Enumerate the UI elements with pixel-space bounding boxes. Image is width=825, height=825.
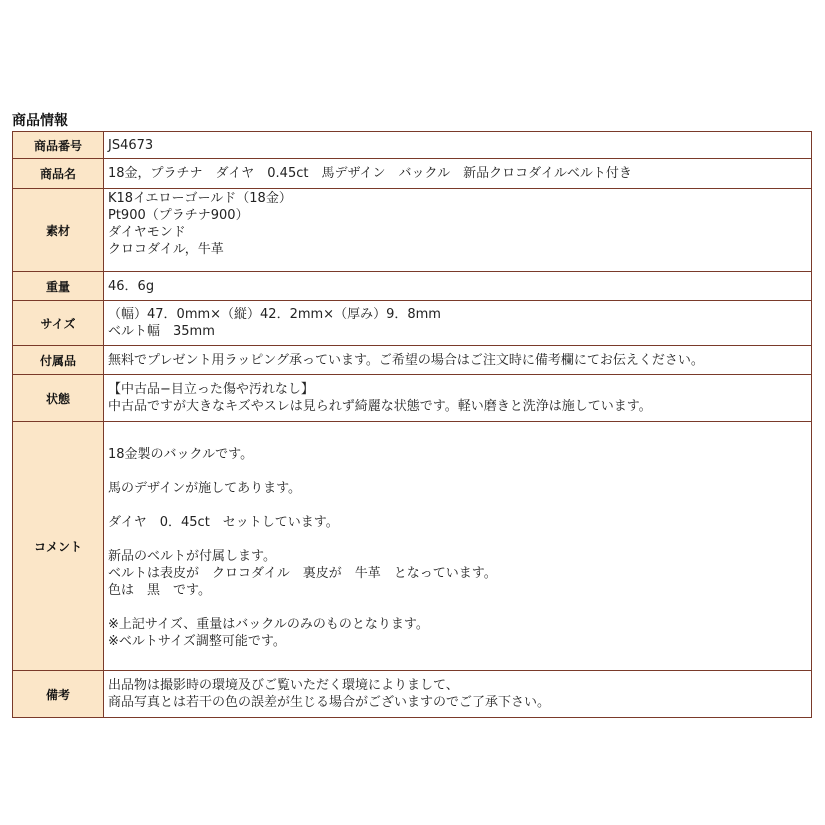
table-row [13,671,812,718]
size-line: （幅）47．0mm×（縦）42．2mm×（厚み）9．8mm [108,307,441,322]
notes-line: 商品写真とは若干の色の誤差が生じる場合がございますのでご了承下さい。 [108,695,551,710]
size-value [104,301,812,346]
weight-value [104,272,812,301]
row-label-weight: 重量 [13,272,104,301]
notes-line: 出品物は撮影時の環境及びご覧いただく環境によりまして、 [108,678,459,693]
table-row [13,422,812,671]
condition-line: 【中古品−目立った傷や汚れなし】 [108,382,314,397]
row-label-product-name: 商品名 [13,159,104,189]
size-line: ベルト幅 35mm [108,324,215,339]
condition-line: 中古品ですが大きなキズやスレは見られず綺麗な状態です。軽い磨きと洗浄は施しています。 [108,399,652,414]
section-title: 商品情報 [12,113,68,129]
table-row [13,346,812,375]
comment-line: ※ベルトサイズ調整可能です。 [108,634,286,649]
comment-line: ダイヤ 0．45ct セットしています。 [108,515,339,530]
material-value [104,189,812,272]
material-line: K18イエローゴールド（18金） [108,191,292,206]
row-label-size: サイズ [13,301,104,346]
product-info-table [12,131,812,718]
row-label-notes: 備考 [13,671,104,718]
comment-line: 18金製のバックルです。 [108,447,254,462]
table-row [13,189,812,272]
accessories-value [104,346,812,375]
comment-line: ベルトは表皮が クロコダイル 裏皮が 牛革 となっています。 [108,566,497,581]
product-number-text: JS4673 [108,137,154,153]
material-line: クロコダイル，牛革 [108,242,224,257]
product-name-text: 18金，プラチナ ダイヤ 0.45ct 馬デザイン バックル 新品クロコダイルベルト付き [108,166,632,181]
table-row [13,132,812,159]
row-label-product-number: 商品番号 [13,132,104,159]
product-name-value [104,159,812,189]
table-row [13,159,812,189]
product-number-value [104,132,812,159]
weight-text: 46．6g [108,278,155,294]
accessories-text: 無料でプレゼント用ラッピング承っています。ご希望の場合はご注文時に備考欄にてお伝えください。 [108,352,704,368]
row-label-material: 素材 [13,189,104,272]
comment-line: 色は 黒 です。 [108,583,211,598]
condition-value [104,375,812,422]
table-row [13,272,812,301]
table-row [13,375,812,422]
comment-line: 新品のベルトが付属します。 [108,549,276,564]
material-line: ダイヤモンド [108,225,186,240]
comment-value [104,422,812,671]
row-label-condition: 状態 [13,375,104,422]
table-row [13,301,812,346]
row-label-comment: コメント [13,422,104,671]
comment-line: 馬のデザインが施してあります。 [108,481,302,496]
row-label-accessories: 付属品 [13,346,104,375]
notes-value [104,671,812,718]
material-line: Pt900（プラチナ900） [108,208,249,223]
comment-line: ※上記サイズ、重量はバックルのみのものとなります。 [108,617,429,632]
